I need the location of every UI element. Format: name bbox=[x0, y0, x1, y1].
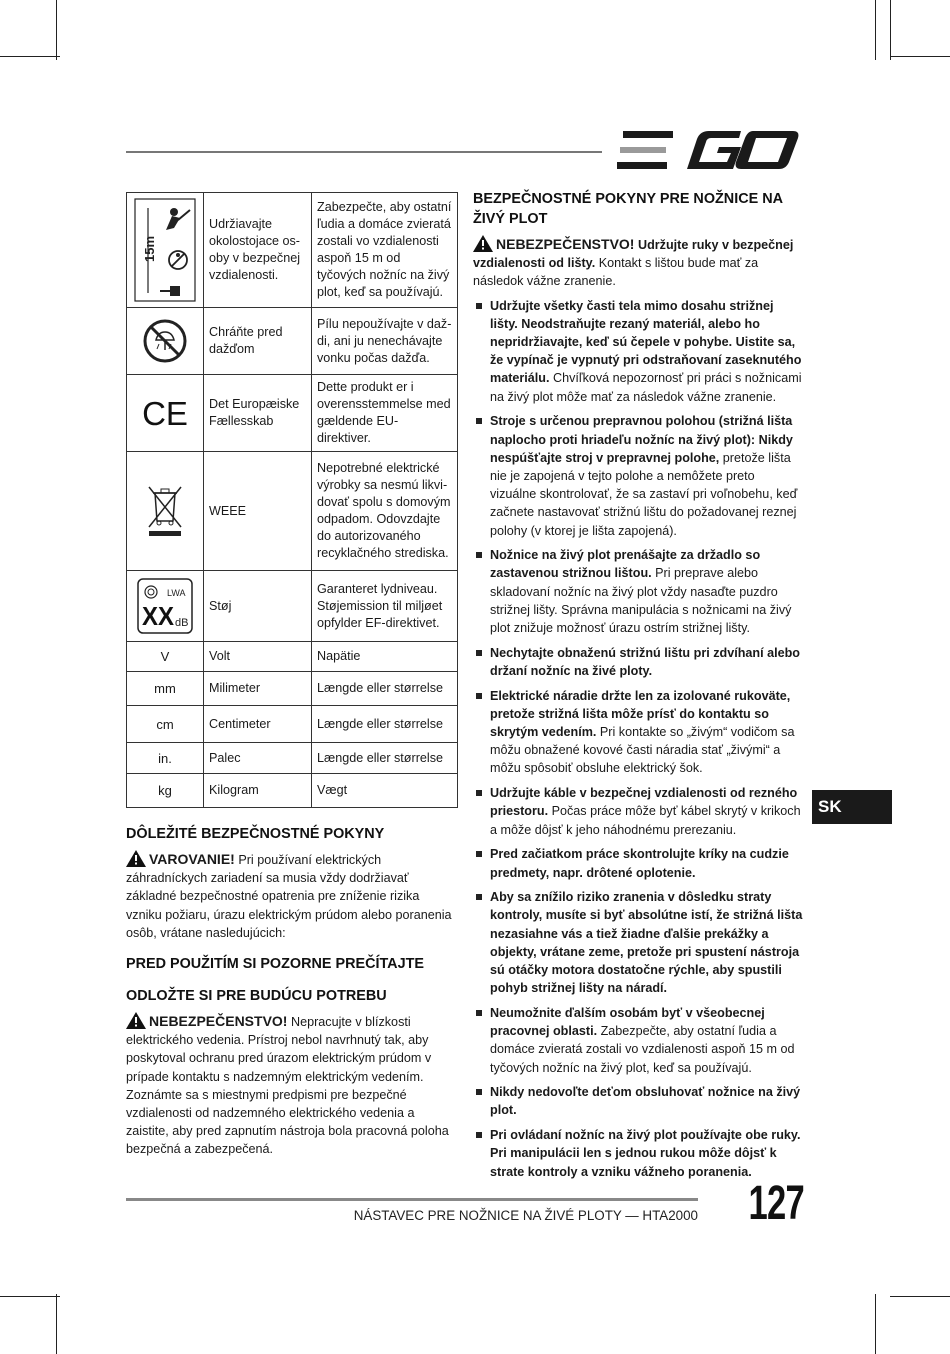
table-row bbox=[127, 375, 458, 452]
unit-symbol: cm bbox=[127, 706, 204, 743]
table-row bbox=[127, 571, 458, 642]
footer-title: NÁSTAVEC PRE NOŽNICE NA ŽIVÉ PLOTY — HTA2000 bbox=[353, 1208, 698, 1223]
footer-rule bbox=[126, 1198, 698, 1201]
symbol-description: Zabezpečte, aby ostatní ľudia a domáce zvieratá zostali vo vzdialenosti aspoň 15 m od tyčových nožníc na živý plot, keď sa používajú. bbox=[312, 193, 458, 308]
unit-symbol: kg bbox=[127, 774, 204, 808]
list-item: Nechytajte obnaženú strižnú lištu pri zdvíhaní alebo držaní nožníc na živé ploty. bbox=[473, 644, 803, 680]
table-row bbox=[127, 452, 458, 571]
crop-mark bbox=[875, 1294, 876, 1354]
list-item: Nožnice na živý plot prenášajte za držadlo so zastavenou strižnou lištou. Pri preprave alebo skladovaní nožníc na živý plot vždy nasaďte puzdro strižnej lišty. Správna manipulácia s nožnicami na živý plot znižuje možnosť úrazu ostrím strižnej lišty. bbox=[473, 546, 803, 637]
list-item: Udržujte káble v bezpečnej vzdialenosti od rezného priestoru. Počas práce môže byť kábel skrytý v krikoch a môže dôjsť k jeho náhodnému prerezaniu. bbox=[473, 784, 803, 839]
table-row bbox=[127, 774, 458, 808]
danger-bold-text: Udržujte ruky v bezpečnej vzdialenosti od lišty. bbox=[473, 238, 794, 271]
symbols-table bbox=[126, 192, 458, 808]
table-row bbox=[127, 193, 458, 308]
table-row bbox=[127, 672, 458, 706]
warning-signal-word: VAROVANIE! bbox=[149, 851, 235, 867]
unit-description: Vægt bbox=[312, 774, 458, 808]
unit-name: Milimeter bbox=[204, 672, 312, 706]
unit-name: Kilogram bbox=[204, 774, 312, 808]
list-item: Udržujte všetky časti tela mimo dosahu strižnej lišty. Neodstraňujte rezaný materiál, alebo ho nepridržiavajte, keď sú čepele v pohybe. Uistite sa, že vypínač je vypnutý pri odstraňovaní zaseknutého materiálu. Chvíľková nepozornosť pri práci s nožnicami na živý plot môže mať za následok vážne zranenie. bbox=[473, 297, 803, 406]
header-rule bbox=[126, 151, 602, 153]
table-row bbox=[127, 743, 458, 774]
svg-text:EGO: EGO bbox=[617, 131, 620, 132]
crop-mark bbox=[890, 56, 950, 57]
svg-text:LWA: LWA bbox=[167, 588, 186, 598]
symbol-description: Garanteret lydniveau. Støjemission til miljøet opfylder EF-direktivet. bbox=[312, 571, 458, 642]
ego-logo bbox=[617, 131, 799, 171]
warning-text: Pri používaní elektrických záhradníckych zariadení sa musia vždy dodržiavať základné bezpečnostné opatrenia pre zníženie rizika vzniku požiaru, úrazu elektrickým prúdom alebo poranenia osôb, vrátane nasledujúcich: bbox=[126, 853, 452, 940]
section-heading: PRED POUŽITÍM SI POZORNE PREČÍTAJTE bbox=[126, 956, 424, 973]
warning-triangle-icon bbox=[473, 235, 493, 252]
unit-description: Længde eller størrelse bbox=[312, 743, 458, 774]
noise-level-icon bbox=[137, 578, 193, 634]
list-item: Stroje s určenou prepravnou polohou (strižná lišta naplocho proti hriadeľu nožníc na živý plot): Nikdy nespúšťajte stroj v prepravnej polohe, pretože lišta nie je zapojená v tejto polohe a nemôžete preto vizuálne skontrolovať, že sa zastaví pri voľnobehu, keď začnete nastavovať strižnú lištu do požadovanej reznej polohy (v ktorej je lišta zapojená). bbox=[473, 412, 803, 539]
crop-mark bbox=[890, 0, 891, 60]
crop-mark bbox=[56, 1294, 57, 1354]
unit-description: Længde eller størrelse bbox=[312, 706, 458, 743]
symbol-description: Dette produkt er i overensstemmelse med gældende EU-direktiver. bbox=[312, 375, 458, 452]
list-item: Pri ovládaní nožníc na živý plot používajte obe ruky. Pri manipulácii len s jednou rukou môže dôjsť k strate kontroly a vzniku vážneho poranenia. bbox=[473, 1126, 803, 1181]
unit-description: Napätie bbox=[312, 642, 458, 672]
weee-bin-icon bbox=[145, 485, 185, 537]
unit-name: Volt bbox=[204, 642, 312, 672]
left-column bbox=[126, 824, 456, 1159]
danger-signal-word: NEBEZPEČENSTVO! bbox=[149, 1013, 288, 1030]
page-number: 127 bbox=[748, 1177, 804, 1230]
warning-paragraph bbox=[126, 850, 456, 942]
unit-symbol: in. bbox=[127, 743, 204, 774]
symbol-name: Det Europæiske Fællesskab bbox=[204, 375, 312, 452]
list-item: Neumožnite ďalším osobám byť v všeobecnej pracovnej oblasti. Zabezpečte, aby ostatní ľudia a domáce zvieratá zostali vo vzdialenosti aspoň 15 m od tyčových nožníc na živý plot, keď sa používajú. bbox=[473, 1004, 803, 1077]
unit-symbol: V bbox=[127, 642, 204, 672]
crop-mark bbox=[890, 1296, 950, 1297]
table-row bbox=[127, 642, 458, 672]
right-column bbox=[473, 189, 803, 1187]
ce-mark-icon bbox=[141, 397, 189, 429]
table-row bbox=[127, 706, 458, 743]
crop-mark bbox=[0, 1296, 60, 1297]
table-row bbox=[127, 308, 458, 375]
unit-name: Centimeter bbox=[204, 706, 312, 743]
section-heading: BEZPEČNOSTNÉ POKYNY PRE NOŽNICE NA ŽIVÝ PLOT bbox=[473, 191, 783, 227]
warning-triangle-icon bbox=[126, 1012, 146, 1029]
crop-mark bbox=[875, 0, 876, 60]
list-item: Pred začiatkom práce skontrolujte kríky na cudzie predmety, napr. drôtené oplotenie. bbox=[473, 845, 803, 881]
safety-bullet-list bbox=[473, 297, 803, 1181]
crop-mark bbox=[56, 0, 57, 60]
list-item: Aby sa znížilo riziko zranenia v dôsledku straty kontroly, musíte si byť absolútne istí, že strižná lišta nezasiahne vás a tiež žiadne ďalšie prekážky a objekty, vrátane zeme, pretože pri spustení nástroja sú otáčky motora dostatočne rýchle, aby spustili pohyb strižnej lišty na náradí. bbox=[473, 888, 803, 997]
unit-symbol: mm bbox=[127, 672, 204, 706]
symbol-name: WEEE bbox=[204, 452, 312, 571]
svg-text:XX: XX bbox=[142, 601, 175, 631]
section-heading: ODLOŽTE SI PRE BUDÚCU POTREBU bbox=[126, 988, 387, 1005]
danger-paragraph bbox=[126, 1012, 456, 1159]
svg-text:15m: 15m bbox=[142, 235, 157, 262]
section-heading: DÔLEŽITÉ BEZPEČNOSTNÉ POKYNY bbox=[126, 826, 385, 842]
danger-text: Nepracujte v blízkosti elektrického vedenia. Prístroj nebol navrhnutý tak, aby poskytoval ochranu pred úrazom elektrickým prúdom v prípade kontaktu s nadzemným elektrickým vedením. Zoznámte sa s miestnymi predpismi pre bezpečné vzdialenosti od nadzemného elektrického vedenia a zaistite, aby pred zapnutím nástroja bola pracovná poloha bezpečná a zabezpečená. bbox=[126, 1015, 449, 1157]
danger-signal-word: NEBEZPEČENSTVO! bbox=[496, 236, 635, 252]
unit-name: Palec bbox=[204, 743, 312, 774]
danger-text: Kontakt s lištou bude mať za následok vážne zranenie. bbox=[473, 256, 759, 289]
list-item: Nikdy nedovoľte deťom obsluhovať nožnice na živý plot. bbox=[473, 1083, 803, 1119]
language-tab: SK bbox=[812, 790, 892, 824]
warning-triangle-icon bbox=[126, 850, 146, 867]
list-item: Elektrické náradie držte len za izolované rukoväte, pretože strižná lišta môže prísť do kontaktu so skrytým vedením. Pri kontakte so „živým“ vodičom sa môžu obnažené kovové časti náradia stať „živými“ a môžu spôsobiť obsluhe elektrický šok. bbox=[473, 687, 803, 778]
symbol-description: Pílu nepoužívajte v daž- di, ani ju nenechávajte vonku počas dažďa. bbox=[312, 308, 458, 375]
bystander-distance-icon bbox=[134, 198, 196, 302]
symbol-name: Støj bbox=[204, 571, 312, 642]
symbol-name: Udržiavajte okolostojace os- oby v bezpečnej vzdialenosti. bbox=[204, 193, 312, 308]
crop-mark bbox=[0, 56, 60, 57]
unit-description: Længde eller størrelse bbox=[312, 672, 458, 706]
symbol-name: Chráňte pred dažďom bbox=[204, 308, 312, 375]
no-rain-icon bbox=[142, 318, 188, 364]
symbol-description: Nepotrebné elektrické výrobky sa nesmú likvi- dovať spolu s domovým odpadom. Odovzdajte do autorizovaného recyklačného strediska. bbox=[312, 452, 458, 571]
svg-text:dB: dB bbox=[175, 617, 189, 629]
danger-paragraph bbox=[473, 235, 803, 291]
svg-text:CE: CE bbox=[142, 397, 188, 429]
